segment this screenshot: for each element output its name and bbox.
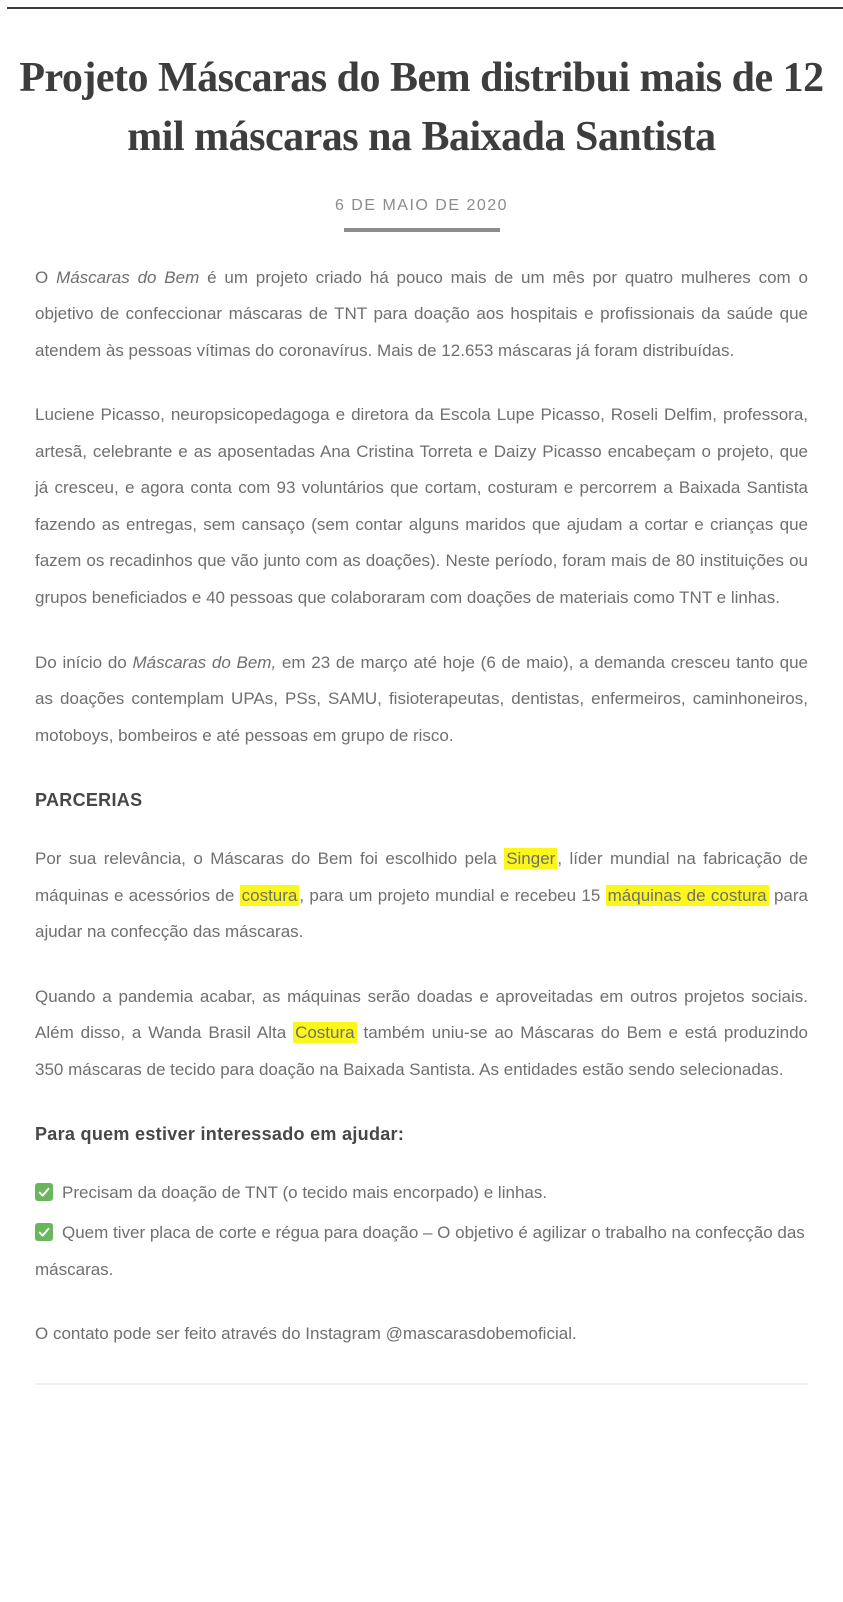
date-wrap <box>35 197 808 232</box>
checklist-item-text: Precisam da doação de TNT (o tecido mais encorpado) e linhas. <box>62 1183 548 1203</box>
paragraph-wanda-brasil: Quando a pandemia acabar, as máquinas serão doadas e aproveitadas em outros projetos sociais. Além disso, a Wanda Brasil Alta Costura também uniu-se ao Máscaras do Bem e está produzindo 350 máscaras de tecido para doação na Baixada Santista. As entidades estão sendo selecionadas. <box>35 986 809 1079</box>
paragraph-singer: Por sua relevância, o Máscaras do Bem foi escolhido pela Singer , líder mundial na fabricação de máquinas e acessórios de costura , para um projeto mundial e recebeu 15 máquinas de costura para ajudar na confecção das máscaras. <box>35 849 808 942</box>
section-heading-parcerias: PARCERIAS <box>35 790 143 811</box>
checklist-item <box>35 1175 808 1212</box>
top-border <box>7 7 843 9</box>
paragraph-intro: O Máscaras do Bem é um projeto criado há pouco mais de um mês por quatro mulheres com o objetivo de confeccionar máscaras de TNT para doação aos hospitais e profissionais da saúde que atendem às pessoas vítimas do coronavírus. Mais de 12.653 máscaras já foram distribuídas. <box>35 267 808 360</box>
date-underline <box>344 228 500 232</box>
article <box>0 49 843 1385</box>
paragraph-founders: Luciene Picasso, neuropsicopedagoga e diretora da Escola Lupe Picasso, Roseli Delfim, professora, artesã, celebrante e as aposentadas Ana Cristina Torreta e Daizy Picasso encabeçam o projeto, que já cresceu, e agora conta com 93 voluntários que cortam, costuram e percorrem a Baixada Santista fazendo as entregas, sem cansaço (sem contar alguns maridos que ajudam a cortar e crianças que fazem os recadinhos que vão junto com as doações). Neste período, foram mais de 80 instituições ou grupos beneficiados e 40 pessoas que colaboraram com doações de materiais como TNT e linhas. <box>35 405 808 607</box>
bottom-divider <box>35 1383 808 1385</box>
section-heading-help: Para quem estiver interessado em ajudar: <box>35 1124 405 1145</box>
check-icon <box>35 1223 53 1241</box>
check-icon <box>35 1183 53 1201</box>
page-title: Projeto Máscaras do Bem distribui mais de 12 mil máscaras na Baixada Santista <box>19 55 824 160</box>
checklist-item-text: Quem tiver placa de corte e régua para doação – O objetivo é agilizar o trabalho na confecção das máscaras. <box>35 1222 805 1279</box>
paragraph-demand: Do início do Máscaras do Bem, em 23 de março até hoje (6 de maio), a demanda cresceu tanto que as doações contemplam UPAs, PSs, SAMU, fisioterapeutas, dentistas, enfermeiros, caminhoneiros, motoboys, bombeiros e até pessoas em grupo de risco. <box>35 652 808 745</box>
paragraph-contact: O contato pode ser feito através do Instagram @mascarasdobemoficial. <box>35 1324 577 1344</box>
checklist-item <box>35 1215 808 1288</box>
article-date: 6 DE MAIO DE 2020 <box>334 196 509 214</box>
